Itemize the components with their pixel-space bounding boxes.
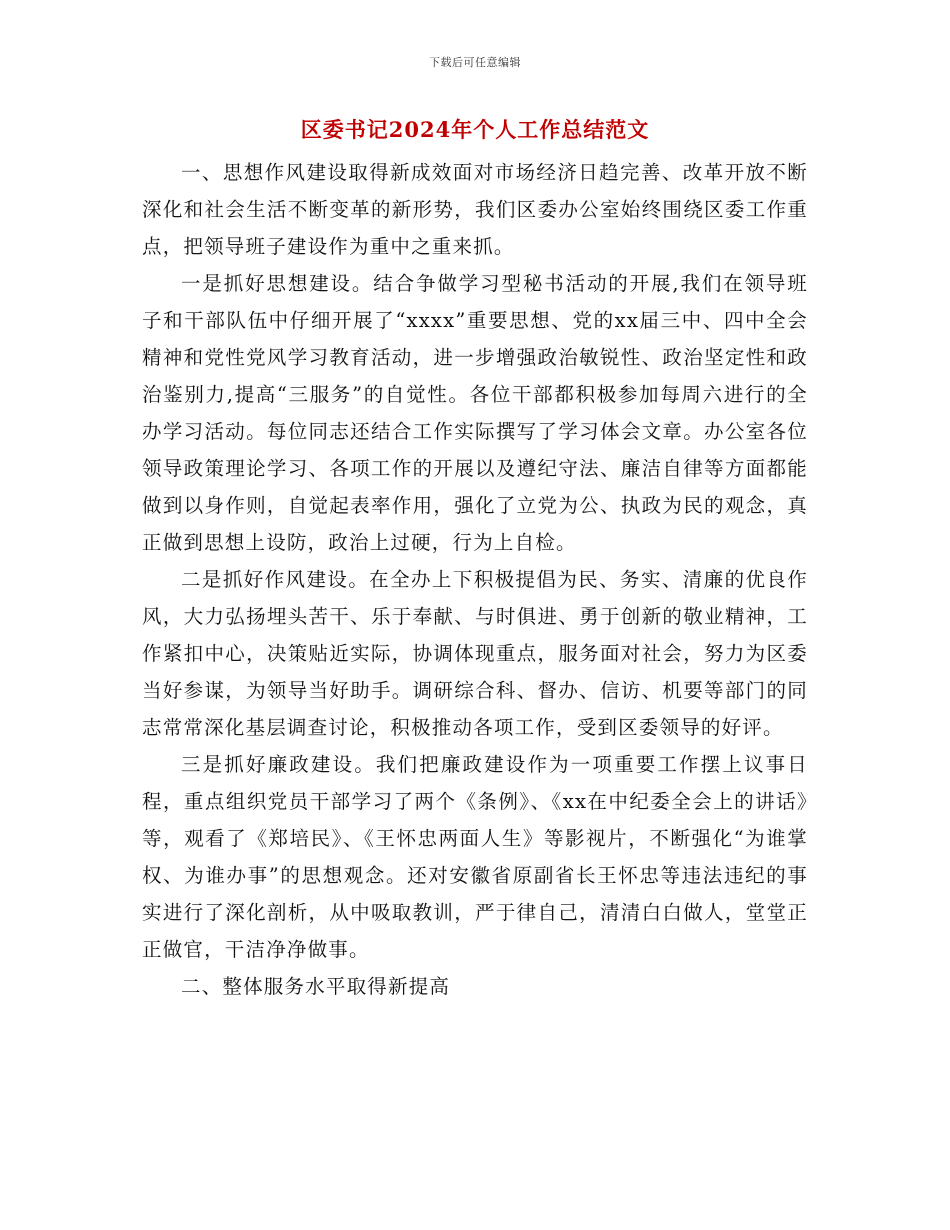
paragraph-style-building: 二是抓好作风建设。在全办上下积极提倡为民、务实、清廉的优良作风，大力弘扬埋头苦干、乐于奉献、与时俱进、勇于创新的敬业精神，工作紧扣中心，决策贴近实际，协调体现重点，服务面对社会，努力为区委当好参谋，为领导当好助手。调研综合科、督办、信访、机要等部门的同志常常深化基层调查讨论，积极推动各项工作，受到区委领导的好评。 xyxy=(142,568,808,739)
section-heading-service: 二、整体服务水平取得新提高 xyxy=(181,975,451,998)
paragraph-integrity-building: 三是抓好廉政建设。我们把廉政建设作为一项重要工作摆上议事日程，重点组织党员干部学习了两个《条例》、《xx在中纪委全会上的讲话》等，观看了《郑培民》、《王怀忠两面人生》等影视片，不断强化“为谁掌权、为谁办事”的思想观念。还对安徽省原副省长王怀忠等违法违纪的事实进行了深化剖析，从中吸取教训，严于律自己，清清白白做人，堂堂正正做官，干洁净净做事。 xyxy=(142,753,808,961)
document-body xyxy=(142,154,808,1005)
paragraph-thought-building: 一是抓好思想建设。结合争做学习型秘书活动的开展,我们在领导班子和干部队伍中仔细开展了“xxxx”重要思想、党的xx届三中、四中全会精神和党性党风学习教育活动，进一步增强政治敏锐性、政治坚定性和政治鉴别力,提高“三服务”的自觉性。各位干部都积极参加每周六进行的全办学习活动。每位同志还结合工作实际撰写了学习体会文章。办公室各位领导政策理论学习、各项工作的开展以及遵纪守法、廉洁自律等方面都能做到以身作则，自觉起表率作用，强化了立党为公、执政为民的观念，真正做到思想上设防，政治上过硬，行为上自检。 xyxy=(142,272,808,554)
header-note: 下载后可任意编辑 xyxy=(429,56,521,69)
paragraph-intro: 一、思想作风建设取得新成效面对市场经济日趋完善、改革开放不断深化和社会生活不断变革的新形势，我们区委办公室始终围绕区委工作重点，把领导班子建设作为重中之重来抓。 xyxy=(142,161,808,258)
document-title: 区委书记2024年个人工作总结范文 xyxy=(300,117,650,142)
